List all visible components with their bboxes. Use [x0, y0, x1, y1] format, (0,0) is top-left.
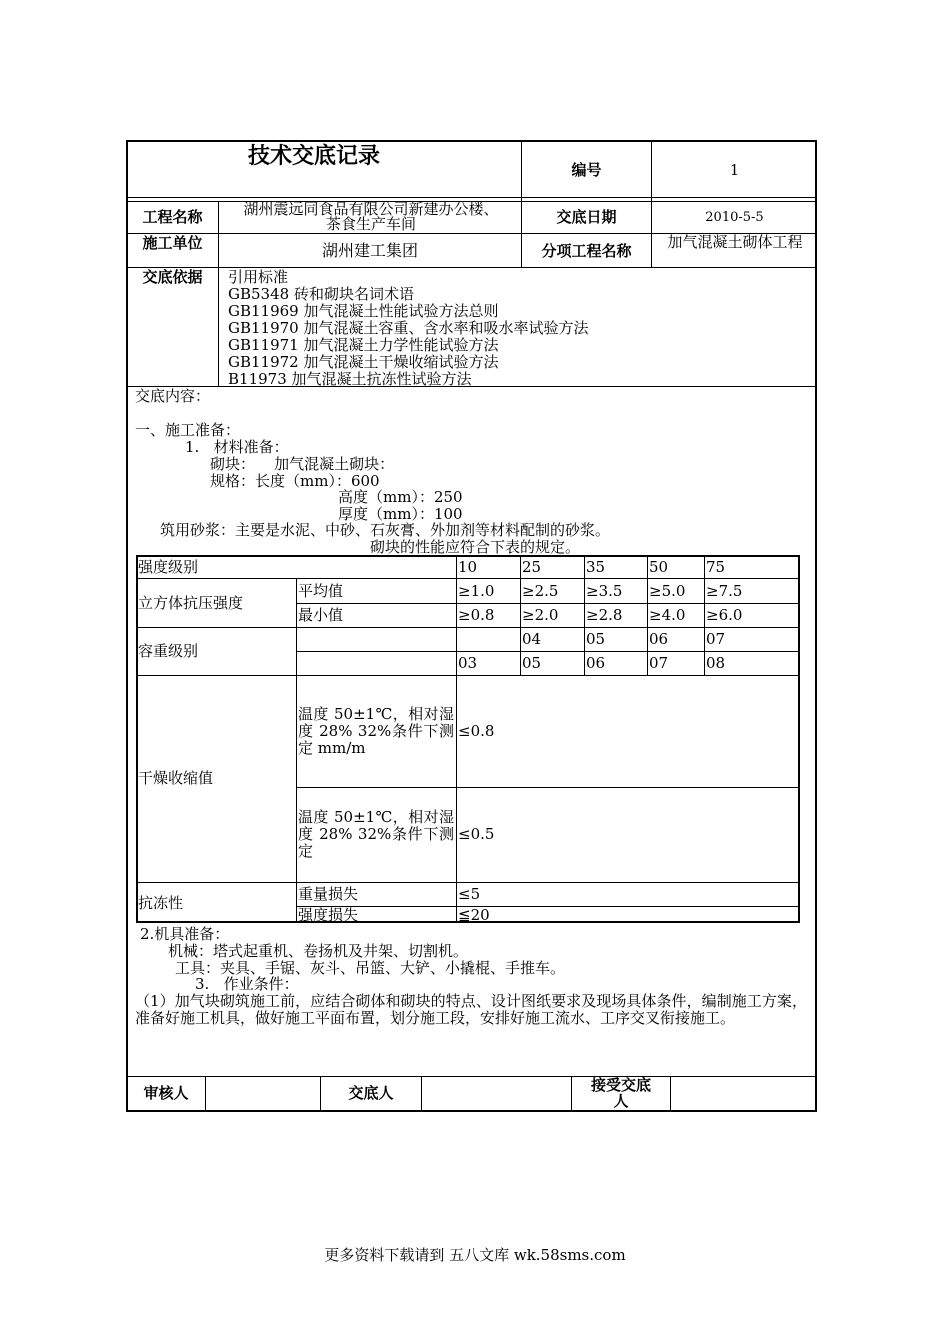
date-label: 交底日期: [556, 208, 617, 226]
divider: [647, 555, 648, 675]
divider: [296, 787, 800, 788]
basis-line: B11973 加气混凝土抗冻性试验方法: [228, 370, 472, 388]
work-paragraph: （1）加气块砌筑施工前，应结合砌体和砌块的特点、设计图纸要求及现场具体条件，编制施工方案，准备好施工机具，做好施工平面布置，划分施工段，安排好施工流水、工序交叉衔接施工。: [135, 992, 807, 1027]
divider: [520, 555, 521, 675]
form-title: 技术交底记录: [248, 144, 381, 169]
spec-length: 规格：长度（mm）：600: [210, 472, 380, 490]
avg-value: ≥2.5: [522, 582, 559, 600]
divider: [205, 1076, 206, 1112]
density-value: 05: [586, 630, 606, 648]
divider: [218, 201, 219, 386]
machinery-line: 机械：塔式起重机、卷扬机及井架、切割机。: [168, 942, 469, 960]
divider: [704, 555, 705, 675]
grade-value: 10: [458, 558, 478, 576]
material-prep: 1. 材料准备：: [185, 438, 289, 456]
density-value: 04: [522, 630, 542, 648]
divider: [136, 627, 800, 628]
project-name-label: 工程名称: [142, 208, 203, 226]
content-label: 交底内容：: [135, 387, 211, 405]
avg-value: ≥5.0: [649, 582, 686, 600]
density-value: 06: [586, 654, 606, 672]
footer-text: 更多资料下载请到 五八文库 wk.58sms.com: [324, 1246, 626, 1264]
contractor-value: 湖州建工集团: [321, 241, 418, 260]
density-value: 06: [649, 630, 669, 648]
work-conditions: 3. 作业条件：: [195, 975, 299, 993]
divider: [296, 651, 800, 652]
density-label: 容重级别: [138, 642, 199, 660]
min-value: ≥2.8: [586, 606, 623, 624]
frost-label: 抗冻性: [138, 894, 184, 912]
divider: [571, 1076, 572, 1112]
avg-value: ≥7.5: [706, 582, 743, 600]
divider: [136, 578, 800, 579]
reviewer-label: 审核人: [143, 1084, 189, 1102]
date-value: 2010-5-5: [705, 210, 764, 225]
density-value: 05: [522, 654, 542, 672]
divider: [456, 555, 457, 923]
divider: [136, 882, 800, 883]
min-value: ≥4.0: [649, 606, 686, 624]
basis-label: 交底依据: [142, 268, 203, 286]
basis-line: GB11972 加气混凝土干燥收缩试验方法: [228, 353, 499, 371]
subproject-value: 加气混凝土砌体工程: [667, 233, 803, 251]
shrink-value: ≤0.5: [458, 825, 495, 843]
tools-prep: 2.机具准备：: [140, 925, 230, 943]
divider: [296, 603, 800, 604]
density-value: 07: [649, 654, 669, 672]
basis-line: GB11969 加气混凝土性能试验方法总则: [228, 302, 499, 320]
strength-loss-value: ≦20: [458, 906, 490, 924]
tools-line: 工具：夹具、手锯、灰斗、吊篮、大铲、小撬棍、手推车。: [175, 959, 566, 977]
divider: [296, 578, 297, 923]
grade-value: 35: [586, 558, 606, 576]
density-value: 03: [458, 654, 478, 672]
shrink-value: ≤0.8: [458, 722, 495, 740]
spec-thickness: 厚度（mm）：100: [338, 505, 463, 523]
subproject-label: 分项工程名称: [541, 242, 632, 260]
number-label: 编号: [571, 161, 602, 179]
shrink-condition: 温度 50±1℃，相对湿度 28% 32%条件下测定: [298, 808, 454, 860]
min-value: ≥2.0: [522, 606, 559, 624]
avg-label: 平均值: [298, 582, 344, 600]
avg-value: ≥1.0: [458, 582, 495, 600]
block-line: 砌块： 加气混凝土砌块：: [210, 455, 395, 473]
divider: [584, 555, 585, 675]
grade-value: 75: [706, 558, 726, 576]
divider: [126, 1076, 817, 1077]
contractor-label: 施工单位: [142, 234, 203, 252]
section-heading: 一、施工准备：: [135, 421, 241, 439]
basis-line: GB5348 砖和砌块名词术语: [228, 285, 414, 303]
strength-loss-label: 强度损失: [298, 906, 359, 924]
receiver-label: 接受交底人: [590, 1076, 651, 1110]
basis-line: GB11971 加气混凝土力学性能试验方法: [228, 336, 499, 354]
project-name-value: 湖州震远同食品有限公司新建办公楼、茶食生产车间: [243, 200, 499, 233]
strength-label: 立方体抗压强度: [138, 594, 244, 612]
weight-loss-value: ≤5: [458, 885, 481, 903]
density-value: 08: [706, 654, 726, 672]
grade-value: 25: [522, 558, 542, 576]
avg-value: ≥3.5: [586, 582, 623, 600]
divider: [670, 1076, 671, 1112]
grade-value: 50: [649, 558, 669, 576]
shrink-label: 干燥收缩值: [138, 769, 214, 787]
min-value: ≥0.8: [458, 606, 495, 624]
shrink-condition: 温度 50±1℃，相对湿度 28% 32%条件下测定 mm/m: [298, 705, 454, 757]
divider: [296, 906, 800, 907]
mortar-line: 筑用砂浆：主要是水泥、中砂、石灰膏、外加剂等材料配制的砂浆。: [160, 521, 611, 539]
divider: [421, 1076, 422, 1112]
min-label: 最小值: [298, 606, 344, 624]
density-value: 07: [706, 630, 726, 648]
basis-line: GB11970 加气混凝土容重、含水率和吸水率试验方法: [228, 319, 589, 337]
number-value: 1: [729, 161, 740, 179]
table-caption: 砌块的性能应符合下表的规定。: [370, 538, 581, 556]
min-value: ≥6.0: [706, 606, 743, 624]
grade-label: 强度级别: [138, 558, 199, 576]
basis-line: 引用标准: [228, 268, 289, 286]
spec-height: 高度（mm）：250: [338, 488, 463, 506]
divider: [136, 675, 800, 676]
weight-loss-label: 重量损失: [298, 885, 359, 903]
divider: [651, 140, 652, 267]
divider: [126, 197, 817, 198]
discloser-label: 交底人: [348, 1084, 394, 1102]
